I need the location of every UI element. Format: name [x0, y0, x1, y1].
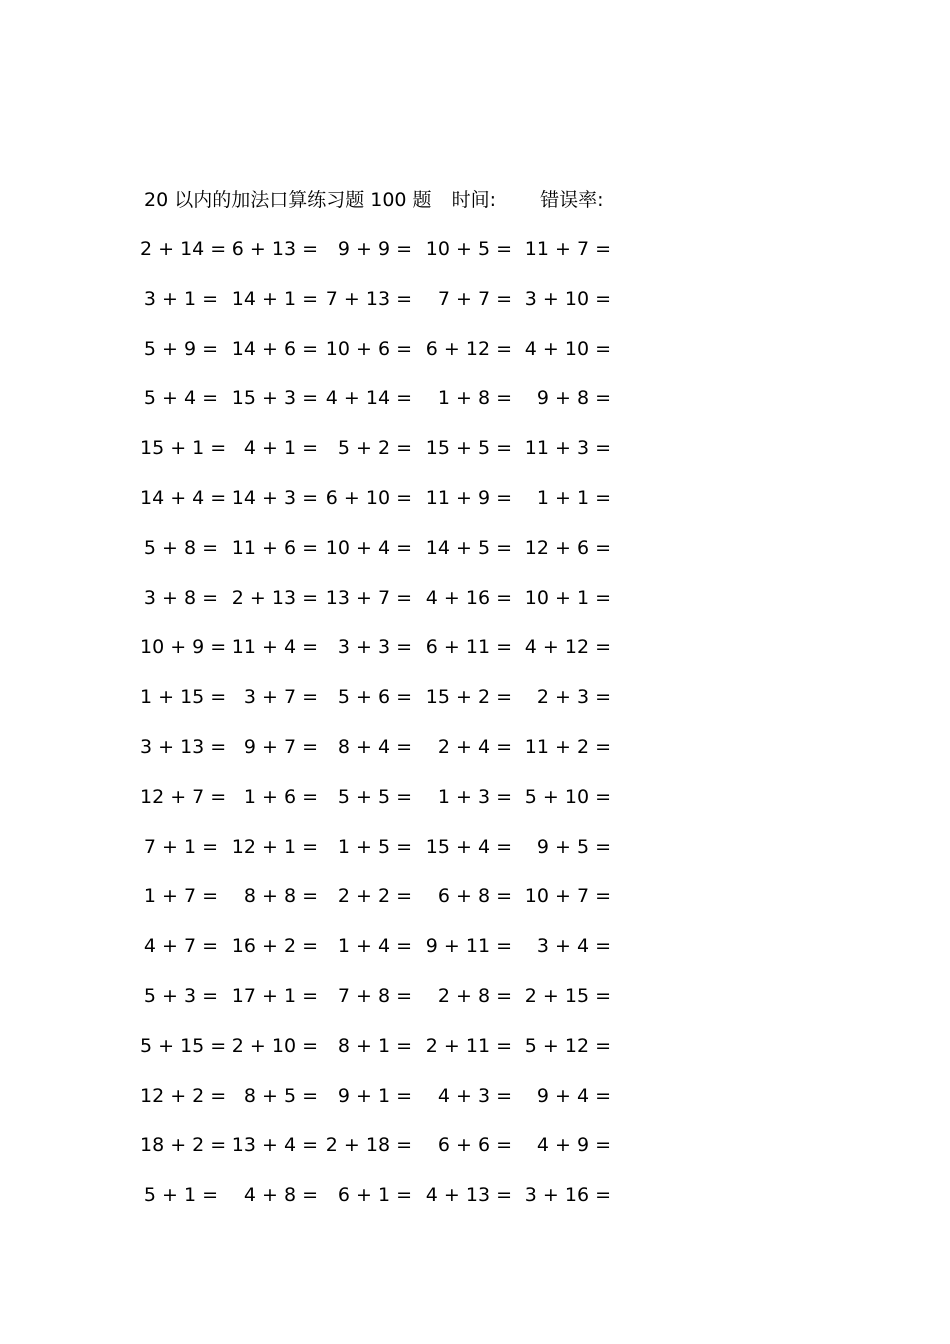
problem-item: 9 + 8 = [536, 387, 611, 410]
problem-row [0, 782, 950, 812]
problem-item: 10 + 4 = [325, 536, 412, 559]
problem-item: 9 + 5 = [536, 835, 611, 858]
problem-row [0, 981, 950, 1011]
problem-row [0, 632, 950, 662]
problem-item: 5 + 8 = [143, 536, 218, 559]
problem-item: 4 + 14 = [325, 387, 412, 410]
problem-item: 2 + 10 = [231, 1034, 318, 1057]
problem-item: 6 + 13 = [231, 238, 318, 260]
problem-item: 4 + 1 = [243, 437, 318, 460]
problem-item: 5 + 2 = [337, 437, 412, 460]
problem-item: 2 + 2 = [337, 885, 412, 908]
problem-item: 17 + 1 = [231, 985, 318, 1007]
problem-row [0, 1130, 950, 1160]
problem-item: 12 + 1 = [231, 835, 318, 858]
problem-item: 3 + 4 = [536, 935, 611, 958]
problem-item: 3 + 16 = [524, 1184, 611, 1207]
problem-item: 8 + 1 = [337, 1034, 412, 1057]
problem-item: 11 + 6 = [231, 536, 318, 559]
problem-item: 8 + 4 = [337, 736, 412, 758]
problem-row [0, 533, 950, 563]
problem-item: 15 + 4 = [425, 835, 512, 858]
problem-item: 10 + 5 = [425, 238, 512, 260]
problem-item: 5 + 5 = [337, 785, 412, 808]
problem-item: 3 + 13 = [140, 736, 227, 758]
problem-item: 1 + 15 = [140, 686, 227, 709]
problem-row [0, 682, 950, 712]
problem-item: 1 + 6 = [243, 785, 318, 808]
problem-item: 15 + 1 = [140, 437, 227, 460]
problem-item: 2 + 14 = [140, 238, 227, 260]
problem-row [0, 1081, 950, 1111]
problem-item: 5 + 10 = [524, 785, 611, 808]
problem-row [0, 483, 950, 513]
problem-item: 4 + 12 = [524, 636, 611, 659]
problem-item: 11 + 3 = [524, 437, 611, 460]
problem-item: 3 + 7 = [243, 686, 318, 709]
problem-item: 7 + 8 = [337, 985, 412, 1007]
problem-item: 11 + 9 = [425, 487, 512, 509]
problem-item: 3 + 3 = [337, 636, 412, 659]
problem-item: 9 + 7 = [243, 736, 318, 758]
problem-row [0, 284, 950, 314]
problem-item: 1 + 8 = [437, 387, 512, 410]
problem-item: 5 + 3 = [143, 985, 218, 1007]
problem-item: 14 + 4 = [140, 487, 227, 509]
problem-item: 2 + 3 = [536, 686, 611, 709]
problem-item: 4 + 8 = [243, 1184, 318, 1207]
problem-item: 4 + 9 = [536, 1134, 611, 1157]
problem-item: 6 + 12 = [425, 337, 512, 360]
problem-item: 2 + 8 = [437, 985, 512, 1007]
problem-row [0, 832, 950, 862]
problem-item: 16 + 2 = [231, 935, 318, 958]
problem-item: 6 + 10 = [325, 487, 412, 509]
problem-item: 3 + 8 = [143, 586, 218, 609]
problem-row [0, 234, 950, 264]
problem-item: 5 + 9 = [143, 337, 218, 360]
problem-item: 4 + 3 = [437, 1084, 512, 1107]
problem-item: 4 + 16 = [425, 586, 512, 609]
problem-item: 14 + 5 = [425, 536, 512, 559]
problem-item: 6 + 1 = [337, 1184, 412, 1207]
problem-row [0, 583, 950, 613]
problem-item: 3 + 1 = [143, 287, 218, 310]
problem-item: 12 + 7 = [140, 785, 227, 808]
error-rate-label: 错误率: [540, 189, 604, 211]
problem-row [0, 334, 950, 364]
problem-item: 1 + 1 = [536, 487, 611, 509]
problem-item: 4 + 10 = [524, 337, 611, 360]
problem-item: 9 + 4 = [536, 1084, 611, 1107]
problem-item: 15 + 5 = [425, 437, 512, 460]
problem-row [0, 433, 950, 463]
problem-row [0, 1031, 950, 1061]
problem-row [0, 732, 950, 762]
problem-row [0, 931, 950, 961]
problem-item: 5 + 4 = [143, 387, 218, 410]
problem-item: 10 + 6 = [325, 337, 412, 360]
problem-item: 7 + 1 = [143, 835, 218, 858]
problem-item: 2 + 13 = [231, 586, 318, 609]
problem-item: 15 + 3 = [231, 387, 318, 410]
worksheet-title: 20 以内的加法口算练习题 100 题 [144, 189, 432, 211]
problem-item: 14 + 3 = [231, 487, 318, 509]
problem-row [0, 881, 950, 911]
problem-item: 2 + 4 = [437, 736, 512, 758]
problem-item: 10 + 9 = [140, 636, 227, 659]
problem-item: 6 + 11 = [425, 636, 512, 659]
problem-item: 2 + 15 = [524, 985, 611, 1007]
problem-item: 4 + 7 = [143, 935, 218, 958]
problem-item: 14 + 1 = [231, 287, 318, 310]
problem-item: 11 + 7 = [524, 238, 611, 260]
problem-item: 11 + 4 = [231, 636, 318, 659]
problem-item: 1 + 3 = [437, 785, 512, 808]
problem-item: 9 + 1 = [337, 1084, 412, 1107]
problem-item: 1 + 7 = [143, 885, 218, 908]
problem-row [0, 1180, 950, 1210]
problem-item: 12 + 6 = [524, 536, 611, 559]
problem-item: 4 + 13 = [425, 1184, 512, 1207]
problem-item: 5 + 1 = [143, 1184, 218, 1207]
problem-item: 5 + 6 = [337, 686, 412, 709]
problem-item: 13 + 7 = [325, 586, 412, 609]
problem-item: 7 + 13 = [325, 287, 412, 310]
problem-item: 6 + 6 = [437, 1134, 512, 1157]
problem-item: 14 + 6 = [231, 337, 318, 360]
problem-item: 8 + 5 = [243, 1084, 318, 1107]
problem-item: 10 + 1 = [524, 586, 611, 609]
problem-item: 9 + 9 = [337, 238, 412, 260]
time-label: 时间: [451, 189, 497, 211]
problem-row [0, 383, 950, 413]
problem-item: 11 + 2 = [524, 736, 611, 758]
problem-item: 6 + 8 = [437, 885, 512, 908]
problem-item: 9 + 11 = [425, 935, 512, 958]
problem-item: 5 + 15 = [140, 1034, 227, 1057]
problem-item: 12 + 2 = [140, 1084, 227, 1107]
problem-item: 10 + 7 = [524, 885, 611, 908]
problem-item: 7 + 7 = [437, 287, 512, 310]
problem-item: 8 + 8 = [243, 885, 318, 908]
problem-item: 1 + 5 = [337, 835, 412, 858]
problem-item: 15 + 2 = [425, 686, 512, 709]
problem-item: 3 + 10 = [524, 287, 611, 310]
problem-item: 1 + 4 = [337, 935, 412, 958]
problem-item: 2 + 11 = [425, 1034, 512, 1057]
problem-item: 5 + 12 = [524, 1034, 611, 1057]
problem-item: 13 + 4 = [231, 1134, 318, 1157]
problem-item: 18 + 2 = [140, 1134, 227, 1157]
problem-item: 2 + 18 = [325, 1134, 412, 1157]
